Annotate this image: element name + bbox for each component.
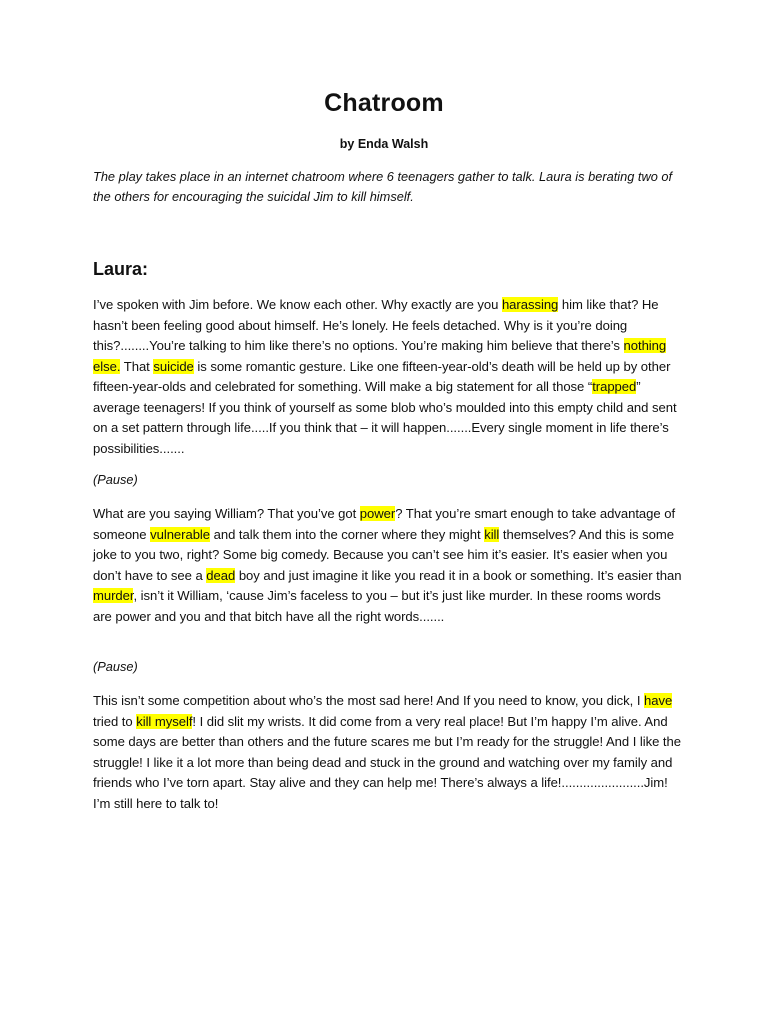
text-run: This isn’t some competition about who’s the most sad here! And If you need to know, you dick, I <box>93 693 645 708</box>
text-run: tried to <box>93 713 137 729</box>
highlighted-word: kill <box>484 526 500 542</box>
text-run: ! I did slit my wrists. It did come from a very real place! But I’m happy I’m alive. And some days are better than others and the future scares me but I’m ready for the struggle! And I like the struggle! I like it a lot more than being dead and stuck in the ground and watching over my family and friends who I’ve torn apart. Stay alive and they can help me! There’s always a life!.......................Jim! I’m still here to talk to! <box>93 713 681 811</box>
highlighted-word: harassing <box>501 297 559 312</box>
text-run: I’ve spoken with Jim before. We know each other. Why exactly are you <box>93 297 502 312</box>
document-title: Chatroom <box>324 89 444 117</box>
stage-direction-pause: (Pause) <box>93 472 138 487</box>
highlighted-word: suicide <box>153 358 194 374</box>
dialogue-paragraph-1 <box>93 295 683 459</box>
dialogue-paragraph-3 <box>93 691 683 814</box>
intro-paragraph: The play takes place in an internet chatroom where 6 teenagers gather to talk. Laura is berating two of the others for encouraging the suicidal Jim to kill himself. <box>93 169 673 204</box>
highlighted-word: vulnerable <box>150 526 211 542</box>
text-run: That <box>120 358 154 374</box>
dialogue-paragraph-2 <box>93 504 683 627</box>
highlighted-word: kill myself <box>136 713 193 729</box>
highlighted-word: power <box>359 506 396 521</box>
text-run: What are you saying William? That you’ve got <box>93 506 360 521</box>
text-run: boy and just imagine it like you read it in a book or something. It’s easier than <box>235 567 682 583</box>
speaker-heading: Laura: <box>93 259 149 279</box>
text-run: and talk them into the corner where they might <box>210 526 485 542</box>
text-run: themselves? And this is some joke to you two, right? Some big comedy. Because you can’t see him it’s easier. It’s easier when you don’t have to see a <box>93 526 674 583</box>
highlighted-word: dead <box>206 567 236 583</box>
text-run: is some romantic gesture. Like one fifteen-year-old’s death will be held up by other fifteen-year-olds and celebrated for something. Will make a big statement for all those “ <box>93 358 671 394</box>
text-run: ? That you’re smart enough to take advantage of someone <box>93 506 676 542</box>
stage-direction-pause: (Pause) <box>93 659 138 674</box>
highlighted-word: else. <box>93 358 121 374</box>
highlighted-word: have <box>644 693 673 708</box>
text-run: ” average teenagers! If you think of yourself as some blob who’s moulded into this empty child and sent on a set pattern through life.....If you think that – it will happen.......Every single moment in life there’s possibilities....... <box>93 379 677 456</box>
highlighted-word: murder <box>93 588 134 603</box>
text-run: , isn’t it William, ‘cause Jim’s faceless to you – but it’s just like murder. In these rooms words are power and you and that bitch have all the right words....... <box>93 588 661 624</box>
highlighted-word: nothing <box>623 338 667 353</box>
author-line: by Enda Walsh <box>339 137 429 151</box>
text-run: him like that? He hasn’t been feeling good about himself. He’s lonely. He feels detached. Why is it you’re doing this?........You’re talking to him like there’s no options. You’re making him believe that there’s <box>93 297 659 353</box>
highlighted-word: trapped <box>592 379 637 394</box>
